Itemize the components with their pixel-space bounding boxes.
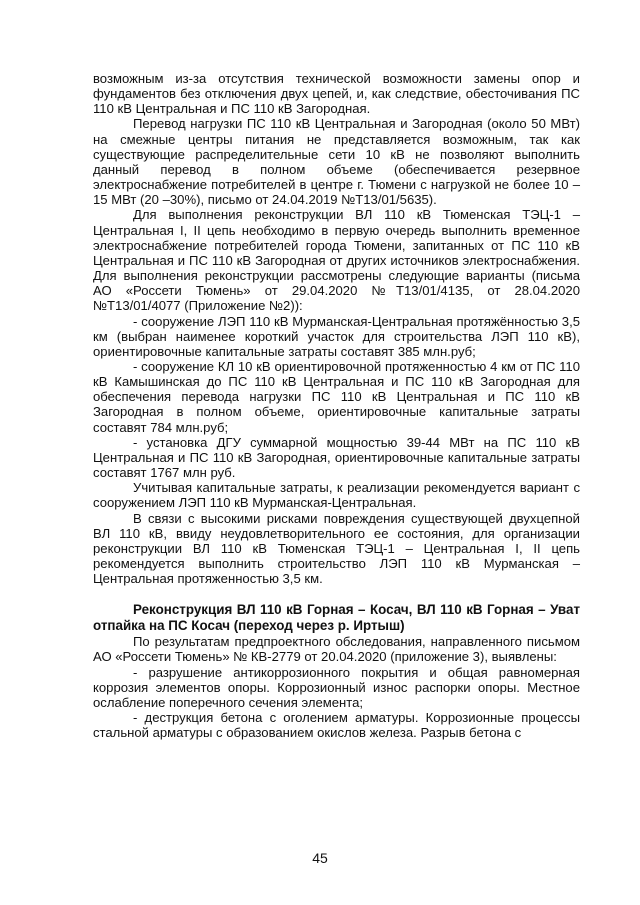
list-item: - разрушение антикоррозионного покрытия и общая равномерная коррозия элементов опоры. Коррозионный износ распорки опоры. Местное ослабление поперечного сечения элемента; xyxy=(93,664,580,710)
list-item: - сооружение ЛЭП 110 кВ Мурманская-Центральная протяжённостью 3,5 км (выбран наименее короткий участок для строительства ЛЭП 110 кВ), ориентировочные капитальные затраты составят 385 млн.руб; xyxy=(93,313,580,359)
paragraph: В связи с высокими рисками повреждения существующей двухцепной ВЛ 110 кВ, ввиду неудовлетворительного ее состояния, для организации реконструкции ВЛ 110 кВ Тюменская ТЭЦ-1 – Центральная I, II цепь рекомендуется выполнить строительство ЛЭП 110 кВ Мурманская – Центральная протяженностью 3,5 км. xyxy=(93,510,580,587)
list-item: - деструкция бетона с оголением арматуры. Коррозионные процессы стальной арматуры с образованием окислов железа. Разрыв бетона с xyxy=(93,710,580,741)
list-item: - установка ДГУ суммарной мощностью 39-44 МВт на ПС 110 кВ Центральная и ПС 110 кВ Загородная, ориентировочные капитальные затраты составят 1767 млн руб. xyxy=(93,434,580,481)
paragraph: Перевод нагрузки ПС 110 кВ Центральная и Загородная (около 50 МВт) на смежные центры питания не представляется возможным, так как существующие распределительные сети 10 кВ не позволяют выполнить данный перевод в полном объеме (обеспечивается резервное электроснабжение потребителей в центре г. Тюмени с нагрузкой не более 10 – 15 МВт (20 –30%), письмо от 24.04.2019 №Т13/01/5635). xyxy=(93,116,580,208)
page-number: 45 xyxy=(312,850,328,866)
paragraph: Учитывая капитальные затраты, к реализации рекомендуется вариант с сооружением ЛЭП 110 кВ Мурманская-Центральная. xyxy=(93,480,580,511)
document-body xyxy=(93,71,580,740)
list-item: - сооружение КЛ 10 кВ ориентировочной протяженностью 4 км от ПС 110 кВ Камышинская до ПС 110 кВ Центральная и ПС 110 кВ Загородная для обеспечения перевода нагрузки ПС 110 кВ Центральная и ПС 110 кВ Загородная в полном объеме, ориентировочные капитальные затраты составят 784 млн.руб; xyxy=(93,358,580,435)
section-heading: Реконструкция ВЛ 110 кВ Горная – Косач, ВЛ 110 кВ Горная – Уват отпайка на ПС Косач (переход через р. Иртыш) xyxy=(93,602,580,634)
paragraph: По результатам предпроектного обследования, направленного письмом АО «Россети Тюмень» № КВ-2779 от 20.04.2020 (приложение 3), выявлены: xyxy=(93,634,580,665)
paragraph: возможным из-за отсутствия технической возможности замены опор и фундаментов без отключения двух цепей, и, как следствие, обесточивания ПС 110 кВ Центральная и ПС 110 кВ Загородная. xyxy=(93,71,580,117)
paragraph: Для выполнения реконструкции ВЛ 110 кВ Тюменская ТЭЦ-1 – Центральная I, II цепь необходимо в первую очередь выполнить временное электроснабжение потребителей города Тюмени, запитанных от ПС 110 кВ Центральная и ПС 110 кВ Загородная от других источников электроснабжения. Для выполнения реконструкции рассмотрены следующие варианты (письма АО «Россети Тюмень» от 29.04.2020 №Т13/01/4135, от 28.04.2020 №Т13/01/4077 (Приложение №2)): xyxy=(93,207,580,314)
